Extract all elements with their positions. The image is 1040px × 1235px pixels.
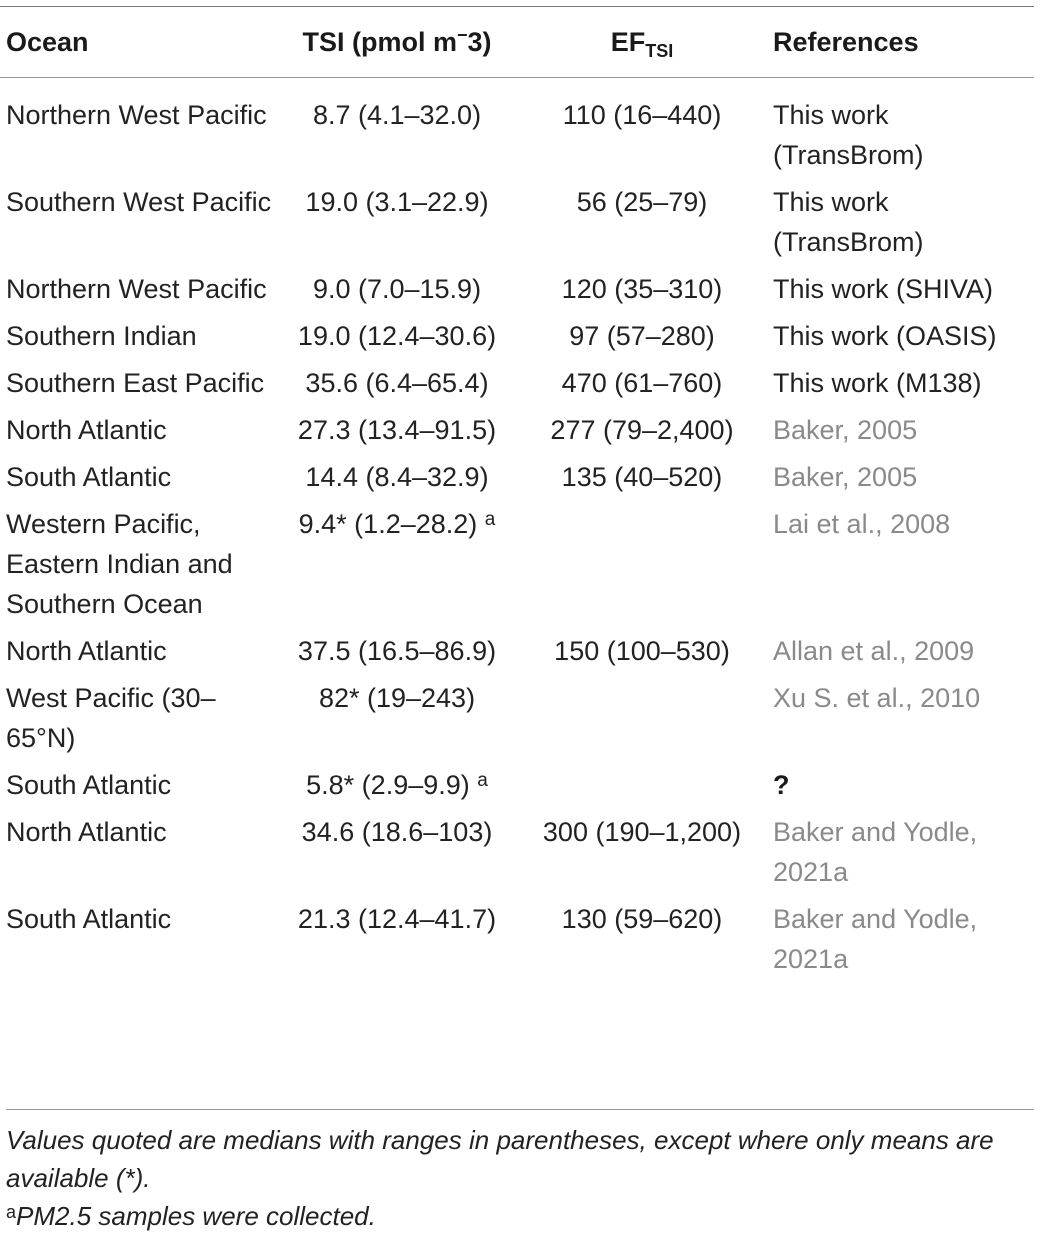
table-row <box>0 628 1034 675</box>
cell-tsi-value: 35.6 (6.4–65.4) <box>305 368 489 398</box>
table-row <box>0 896 1034 995</box>
cell-reference: This work (TransBrom) <box>773 100 924 170</box>
cell-tsi-value: 14.4 (8.4–32.9) <box>305 462 489 492</box>
table-row <box>0 454 1034 501</box>
cell-tsi-value: 21.3 (12.4–41.7) <box>297 904 497 934</box>
cell-tsi <box>272 266 522 313</box>
cell-reference[interactable]: Baker and Yodle, 2021a <box>773 817 978 887</box>
cell-reference[interactable]: Allan et al., 2009 <box>773 636 975 666</box>
footnote-pm25 <box>6 1197 1034 1235</box>
cell-ocean: Western Pacific, Eastern Indian and Southern Ocean <box>6 509 233 619</box>
cell-tsi-value: 9.4* (1.2–28.2) <box>298 509 485 539</box>
data-table <box>0 6 1034 995</box>
header-row <box>0 7 1034 78</box>
table-row <box>0 762 1034 809</box>
cell-ocean: North Atlantic <box>6 636 167 666</box>
footnote-pm25-marker: a <box>6 1202 17 1222</box>
cell-tsi-value: 27.3 (13.4–91.5) <box>297 415 497 445</box>
cell-tsi <box>272 501 522 628</box>
table-row <box>0 266 1034 313</box>
cell-ocean: North Atlantic <box>6 817 167 847</box>
cell-tsi <box>272 628 522 675</box>
cell-ef: 135 (40–520) <box>561 462 723 492</box>
header-tsi-main: TSI (pmol m <box>302 27 457 57</box>
table-footnotes <box>6 1109 1034 1235</box>
cell-tsi <box>272 675 522 762</box>
cell-ef: 110 (16–440) <box>562 100 722 130</box>
table-row <box>0 78 1034 180</box>
cell-tsi <box>272 179 522 266</box>
cell-ef: 150 (100–530) <box>554 636 730 666</box>
footnote-pm25-text: PM2.5 samples were collected. <box>16 1201 376 1231</box>
cell-tsi <box>272 762 522 809</box>
cell-reference[interactable]: Lai et al., 2008 <box>773 509 951 539</box>
table-row <box>0 407 1034 454</box>
cell-tsi-value: 5.8* (2.9–9.9) <box>306 770 478 800</box>
cell-ef: 56 (25–79) <box>576 187 708 217</box>
table-row <box>0 501 1034 628</box>
cell-ocean: West Pacific (30–65°N) <box>6 683 216 753</box>
table-row <box>0 179 1034 266</box>
cell-tsi-value: 37.5 (16.5–86.9) <box>297 636 497 666</box>
footnote-medians: Values quoted are medians with ranges in parentheses, except where only means are available (*). <box>6 1125 994 1193</box>
cell-tsi-value: 19.0 (12.4–30.6) <box>297 321 497 351</box>
cell-ef <box>522 501 762 628</box>
table-header <box>0 7 1034 78</box>
cell-tsi-footnote-marker: a <box>477 770 488 791</box>
cell-ocean: North Atlantic <box>6 415 167 445</box>
cell-reference[interactable]: Baker and Yodle, 2021a <box>773 904 978 974</box>
cell-reference: This work (SHIVA) <box>773 274 994 304</box>
cell-ef: 130 (59–620) <box>561 904 723 934</box>
table-row <box>0 313 1034 360</box>
cell-ef: 97 (57–280) <box>569 321 715 351</box>
cell-reference[interactable]: Xu S. et al., 2010 <box>773 683 981 713</box>
header-ocean: Ocean <box>6 27 89 57</box>
cell-ef <box>522 762 762 809</box>
cell-reference: ? <box>773 770 790 800</box>
header-ef-subscript: TSI <box>645 41 674 61</box>
cell-tsi <box>272 313 522 360</box>
cell-ocean: Northern West Pacific <box>6 274 267 304</box>
cell-ef <box>522 675 762 762</box>
cell-tsi <box>272 78 522 180</box>
cell-tsi <box>272 896 522 995</box>
cell-tsi <box>272 454 522 501</box>
header-references: References <box>773 27 919 57</box>
cell-reference: This work (OASIS) <box>773 321 997 351</box>
cell-ocean: South Atlantic <box>6 462 172 492</box>
cell-ef: 470 (61–760) <box>561 368 723 398</box>
cell-tsi-value: 9.0 (7.0–15.9) <box>312 274 482 304</box>
cell-ocean: Southern West Pacific <box>6 187 272 217</box>
cell-reference[interactable]: Baker, 2005 <box>773 415 918 445</box>
cell-ocean: Northern West Pacific <box>6 100 267 130</box>
cell-tsi <box>272 809 522 896</box>
cell-reference[interactable]: Baker, 2005 <box>773 462 918 492</box>
header-ef <box>522 7 762 78</box>
table-row <box>0 675 1034 762</box>
header-tsi-superscript: − <box>456 25 468 45</box>
table-row <box>0 809 1034 896</box>
cell-tsi-value: 19.0 (3.1–22.9) <box>305 187 489 217</box>
cell-tsi-value: 8.7 (4.1–32.0) <box>312 100 482 130</box>
cell-tsi <box>272 360 522 407</box>
cell-tsi-value: 34.6 (18.6–103) <box>301 817 493 847</box>
cell-ocean: South Atlantic <box>6 770 172 800</box>
cell-tsi-footnote-marker: a <box>484 509 496 530</box>
cell-ocean: South Atlantic <box>6 904 172 934</box>
header-ef-main: EF <box>610 27 646 57</box>
cell-ef: 300 (190–1,200) <box>542 817 742 847</box>
table-body <box>0 78 1034 996</box>
cell-tsi <box>272 407 522 454</box>
cell-reference: This work (M138) <box>773 368 982 398</box>
cell-ef: 277 (79–2,400) <box>550 415 734 445</box>
header-tsi <box>272 7 522 78</box>
cell-ef: 120 (35–310) <box>561 274 723 304</box>
header-tsi-tail: 3) <box>467 27 492 57</box>
cell-tsi-value: 82* (19–243) <box>318 683 476 713</box>
cell-ocean: Southern Indian <box>6 321 197 351</box>
cell-ocean: Southern East Pacific <box>6 368 265 398</box>
cell-reference: This work (TransBrom) <box>773 187 924 257</box>
table-row <box>0 360 1034 407</box>
